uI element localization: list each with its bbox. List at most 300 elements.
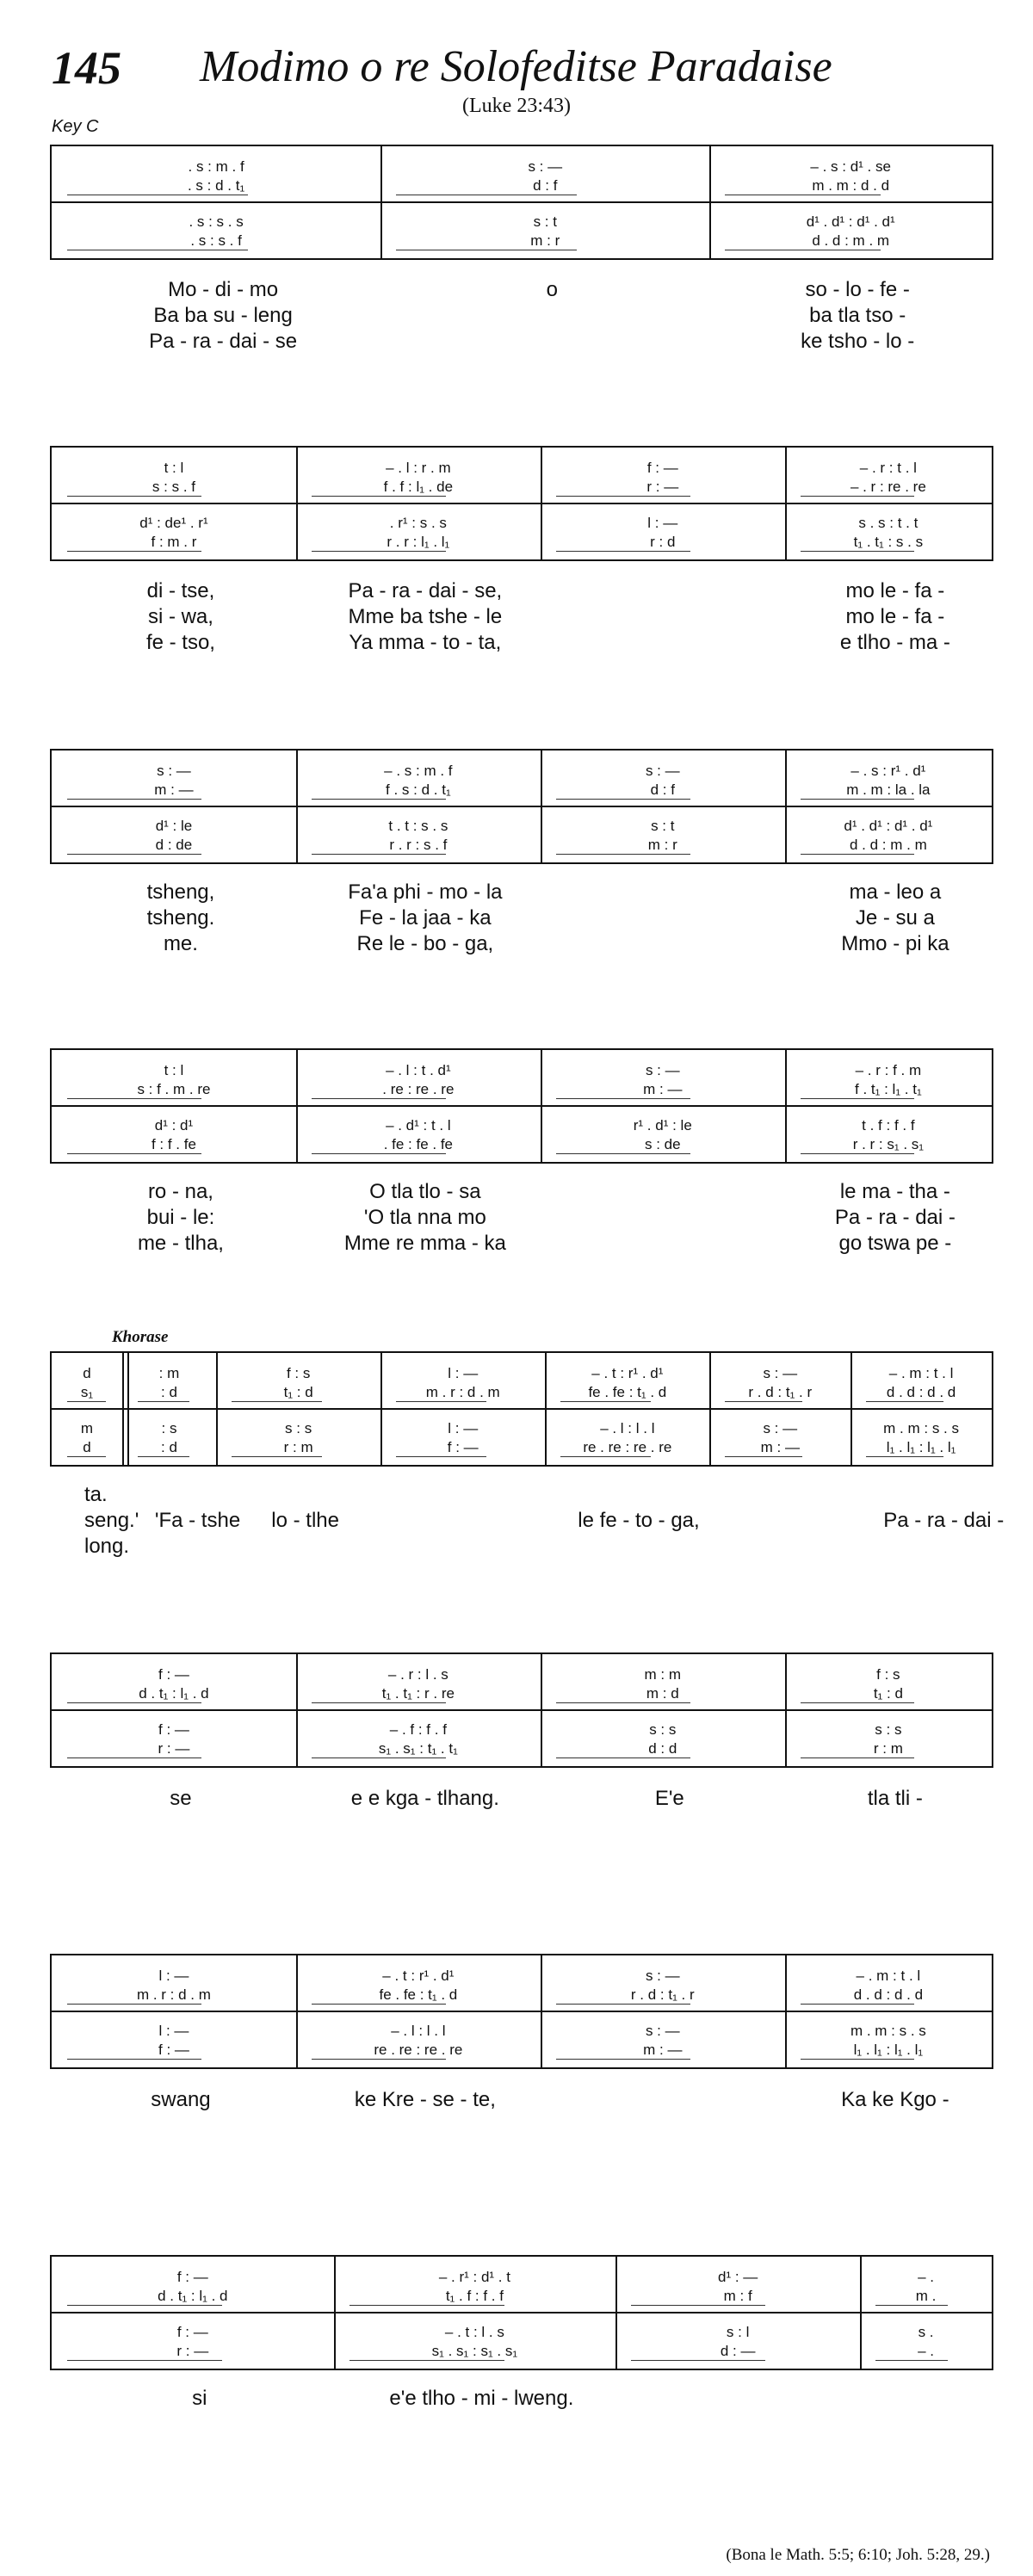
part-row [52,1382,992,1403]
measure-notes: m : m [644,1666,682,1683]
measure-notes: t . f : f . f [862,1117,915,1134]
lyric-segment: go tswa pe - [838,1232,952,1255]
lyric-line [50,578,990,604]
slur-line [312,2004,446,2005]
measure-notes: s₁ . s₁ : t₁ . t₁ [378,1740,458,1757]
measure-notes: d [83,1439,91,1455]
measure-notes: l₁ . l₁ : l₁ . l₁ [853,2042,924,2058]
measure-notes: f . f : l₁ . de [383,479,454,495]
slur-line [312,1757,446,1758]
scripture-reference: (Luke 23:43) [462,95,571,117]
measure-notes: f : — [158,1721,189,1738]
measure-notes: s : t [533,213,557,230]
measure-notes: – . l : l . l [600,1420,655,1436]
slur-line [801,496,914,497]
lyric-segment [893,2386,973,2412]
measure-notes: . s : s . f [190,232,242,249]
measure-notes: m . m : la . la [846,781,931,798]
part-row [52,1665,992,1685]
lyric-segment: Mme re mma - ka [343,1232,506,1255]
measure-notes: t . t : s . s [388,818,448,834]
slur-line [556,2059,690,2060]
lyric-segment [578,1534,690,1560]
staff-separator [52,503,992,504]
slur-line [67,799,201,800]
music-system [50,1351,993,1467]
lyric-line [50,1231,990,1257]
measure-notes: – . l : l . l [391,2023,446,2039]
measure-notes: d . d : m . m [849,837,927,853]
measure-notes: m . m : s . s [883,1420,959,1436]
lyric-segment: ke Kre - se - te, [354,2088,496,2111]
music-system [50,1048,993,1164]
slur-line [349,2360,504,2361]
lyric-segment [573,2087,766,2113]
lyric-segment [155,1482,197,1508]
lyric-segment: swang [151,2088,211,2111]
part-row [52,1060,992,1081]
measure-notes: m . r : d . m [136,1986,211,2003]
lyric-segment: ro - na, [147,1180,213,1203]
measure-notes: fe . fe : t₁ . d [588,1384,667,1400]
measure-notes: d : — [720,2343,756,2359]
slur-line [312,799,446,800]
lyric-segment: le fe - to - ga, [578,1509,700,1532]
measure-notes: m . r : d . m [425,1384,500,1400]
measure-notes: r . d : t₁ . r [630,1986,695,2003]
part-row [52,816,992,837]
slur-line [67,1153,201,1154]
measure-notes: – . f : f . f [389,1721,447,1738]
measure-notes: l : — [448,1365,479,1381]
measure-notes: s₁ [80,1384,94,1400]
music-system [50,2255,993,2370]
measure-notes: – . l : r . m [386,460,451,476]
lyric-segment: Pa - ra - dai - se, [348,579,503,602]
lyric-segment: di - tse, [146,579,215,602]
lyric-line [50,1786,990,1812]
slur-line [67,1401,106,1402]
music-system [50,1652,993,1768]
lyric-segment: Re le - bo - ga, [356,932,494,955]
part-row [52,2322,992,2343]
lyric-segment: so - lo - fe - [805,278,910,301]
lyric-segment [573,931,766,957]
measure-notes: f : — [176,2324,208,2340]
lyric-segment: Mme ba tshe - le [348,605,503,628]
measure-notes: f : — [447,1439,479,1455]
measure-notes: s : s [649,1721,677,1738]
lyric-segment: me - tlha, [137,1232,224,1255]
lyric-line [50,880,990,905]
slur-line [556,799,690,800]
lyric-segment: si [192,2387,207,2410]
hymn-title: Modimo o re Solofeditse Paradaise [200,42,832,91]
lyric-segment [573,880,766,905]
measure-notes: l₁ . l₁ : l₁ . l₁ [886,1439,956,1455]
measure-notes: d¹ : — [717,2269,758,2285]
slur-line [875,2360,948,2361]
measure-notes: d : de [155,837,193,853]
lyric-segment: e'e tlho - mi - lweng. [389,2387,574,2410]
measure-notes: re . re : re . re [374,2042,463,2058]
lyric-segment: tsheng. [146,906,215,930]
measure-notes: d : d [648,1740,677,1757]
measure-notes: – . t : r¹ . d¹ [382,1968,455,1984]
measure-notes: r : — [158,1740,190,1757]
slur-line [67,551,201,552]
measure-notes: d . d : m . m [812,232,890,249]
lyric-segment: tla tli - [867,1787,923,1810]
key-signature: Key C [52,117,99,136]
slur-line [556,1153,690,1154]
slur-line [556,1702,690,1703]
measure-notes: s : — [763,1420,798,1436]
lyric-segment [573,1231,766,1257]
measure-notes: t : l [164,460,184,476]
lyric-segment: bui - le: [146,1206,215,1229]
lyric-segment: 'O tla nna mo [363,1206,486,1229]
lyric-segment [883,1482,973,1508]
slur-line [631,2360,765,2361]
lyric-segment: ma - leo a [849,880,942,904]
part-row [52,1985,992,2005]
measure-notes: d . t₁ : l₁ . d [139,1685,209,1702]
measure-notes: t : l [164,1062,184,1078]
measure-notes: m : — [643,1081,683,1097]
measure-notes: s : de [644,1136,681,1152]
slur-line [396,1456,486,1457]
slur-line [67,1098,201,1099]
measure-notes: s : — [528,158,563,175]
lyric-segment: ba tla tso - [809,304,906,327]
measure-notes: d¹ . d¹ : d¹ . d¹ [806,213,895,230]
staff-separator [52,2011,992,2012]
lyric-segment: Ka ke Kgo - [841,2088,949,2111]
music-system [50,1954,993,2069]
measure-notes: . r¹ : s . s [389,515,447,531]
part-row [52,176,992,196]
measure-notes: t₁ . t₁ : s . s [853,534,924,550]
measure-notes: m : f [723,2288,752,2304]
chorus-label: Khorase [112,1328,169,1346]
lyric-line [50,604,990,630]
part-row [52,1966,992,1986]
measure-notes: – . r : re . re [850,479,926,495]
lyric-segment: o [546,278,558,301]
lyric-segment [155,1534,197,1560]
measure-notes: f : m . r [151,534,197,550]
slur-line [556,551,690,552]
part-row [52,1418,992,1439]
measure-notes: f : — [158,1666,189,1683]
lyric-segment [249,1482,362,1508]
measure-notes: s : — [645,1062,680,1078]
measure-notes: r¹ . d¹ : le [633,1117,692,1134]
staff-separator [52,806,992,807]
lyric-segment [648,2386,841,2412]
lyric-segment [413,1482,526,1508]
part-row [52,1115,992,1136]
measure-notes: . s : d . t₁ [187,177,245,194]
measure-notes: d . d : d . d [853,1986,924,2003]
lyric-segment: Mo - di - mo [168,278,279,301]
part-row [52,1683,992,1704]
lyric-segment: mo le - fa - [845,605,945,628]
part-row [52,1739,992,1759]
slur-line [312,854,446,855]
measure-notes: t₁ : d [873,1685,903,1702]
measure-notes: m : — [154,781,194,798]
music-system [50,446,993,561]
lyric-segment: E'e [654,1787,684,1810]
lyric-segment [742,1534,832,1560]
measure-notes: : m [158,1365,180,1381]
slur-line [801,2059,914,2060]
measure-notes: d¹ . d¹ : d¹ . d¹ [844,818,933,834]
lyric-segment [413,1534,526,1560]
measure-notes: r . r : l₁ . l₁ [387,534,450,550]
measure-notes: m : r [647,837,677,853]
part-row [52,458,992,479]
lyric-segment: e tlho - ma - [839,631,950,654]
slur-line [556,854,690,855]
measure-notes: s : s [875,1721,902,1738]
measure-notes: – . s : d¹ . se [810,158,891,175]
lyric-segment: Pa - ra - dai - [883,1509,1005,1532]
measure-notes: : d [161,1384,177,1400]
measure-notes: f : — [158,2042,189,2058]
slur-line [138,1456,189,1457]
measure-notes: r : — [646,479,679,495]
slur-line [232,1401,322,1402]
part-row [52,1079,992,1100]
measure-notes: – . m : t . l [888,1365,954,1381]
slur-line [631,2305,765,2306]
measure-notes: d . d : d . d [886,1384,956,1400]
part-row [52,532,992,553]
part-row [52,1437,992,1458]
lyric-segment: long. [84,1535,130,1558]
lyric-segment: seng.' [84,1509,139,1532]
measure-notes: l : — [448,1420,479,1436]
slur-line [801,1098,914,1099]
slur-line [801,2004,914,2005]
slur-line [312,2059,446,2060]
part-row [52,212,992,232]
measure-notes: . fe : fe . fe [383,1136,454,1152]
measure-notes: f : — [176,2269,208,2285]
measure-notes: – . l : t . d¹ [386,1062,451,1078]
hymn-number: 145 [52,42,121,94]
lyric-line [50,303,990,329]
measure-notes: – . s : r¹ . d¹ [851,763,926,779]
measure-notes: r . r : s . f [389,837,448,853]
measure-notes: r . d : t₁ . r [748,1384,813,1400]
slur-line [801,1702,914,1703]
slur-line [312,551,446,552]
part-row [52,2267,992,2288]
measure-notes: r . r : s₁ . s₁ [852,1136,925,1152]
measure-notes: m : d [646,1685,679,1702]
lyric-segment [413,303,690,329]
measure-notes: l : — [158,1968,189,1984]
music-system [50,749,993,864]
slur-line [312,496,446,497]
measure-notes: : d [161,1439,177,1455]
measure-notes: s : — [645,2023,680,2039]
measure-notes: – . r : l . s [387,1666,448,1683]
music-system [50,145,993,260]
measure-notes: fe . fe : t₁ . d [379,1986,458,2003]
lyric-segment: Fa'a phi - mo - la [348,880,503,904]
slur-line [138,1401,189,1402]
part-row [52,2286,992,2307]
lyric-segment: Fe - la jaa - ka [359,906,492,930]
measure-notes: – . m : t . l [856,1968,921,1984]
measure-notes: d¹ : de¹ . r¹ [139,515,208,531]
lyric-segment [573,630,766,656]
measure-notes: l : — [158,2023,189,2039]
measure-notes: f : — [646,460,678,476]
slur-line [801,551,914,552]
slur-line [560,1401,651,1402]
slur-line [312,1098,446,1099]
measure-notes: . s : s . s [189,213,244,230]
measure-notes: : s [161,1420,177,1436]
measure-notes: d [83,1365,91,1381]
lyric-segment: Mmo - pi ka [841,932,949,955]
measure-notes: – . [918,2269,934,2285]
measure-notes: – . t : r¹ . d¹ [591,1365,664,1381]
lyric-line [50,1508,1005,1534]
lyric-line [50,329,990,355]
lyric-line [50,931,990,957]
lyric-segment [573,578,766,604]
measure-notes: s : l [726,2324,750,2340]
slur-line [556,2004,690,2005]
lyric-segment: si - wa, [147,605,213,628]
lyric-segment [573,905,766,931]
slur-line [67,496,201,497]
measure-notes: t₁ . t₁ : r . re [381,1685,455,1702]
measure-notes: s . s : t . t [858,515,919,531]
lyric-line [50,1205,990,1231]
measure-notes: f . s : d . t₁ [386,781,451,798]
measure-notes: f : s [286,1365,311,1381]
slur-line [866,1401,943,1402]
slur-line [556,496,690,497]
measure-notes: s : — [157,763,191,779]
measure-notes: m . m : s . s [850,2023,926,2039]
measure-notes: d : f [533,177,558,194]
lyric-line [50,277,990,303]
lyric-segment: le ma - tha - [839,1180,950,1203]
lyric-segment [249,1534,362,1560]
part-row [52,1363,992,1384]
slur-line [875,2305,948,2306]
measure-notes: d . t₁ : l₁ . d [158,2288,228,2304]
lyric-segment: ta. [84,1483,108,1506]
lyric-segment: fe - tso, [145,631,215,654]
measure-notes: m : r [530,232,560,249]
lyric-segment: Ya mma - to - ta, [349,631,502,654]
slur-line [725,1456,802,1457]
measure-notes: . s : m . f [188,158,244,175]
staff-separator [52,1709,992,1711]
slur-line [801,1757,914,1758]
measure-notes: m [80,1420,94,1436]
lyric-line [50,630,990,656]
measure-notes: r : — [176,2343,209,2359]
lyric-segment [578,1482,690,1508]
measure-notes: s . [918,2324,934,2340]
part-row [52,513,992,534]
lyric-line [50,905,990,931]
lyric-line [50,1482,990,1508]
part-row [52,780,992,800]
measure-notes: s : s [285,1420,312,1436]
measure-notes: . re : re . re [382,1081,455,1097]
part-row [52,2341,992,2362]
lyric-segment: Pa - ra - dai - se [149,330,298,353]
measure-notes: s : t [651,818,675,834]
lyric-segment: lo - tlhe [271,1509,339,1532]
staff-separator [52,1105,992,1107]
measure-notes: s : f . m . re [137,1081,211,1097]
lyric-segment [413,1508,526,1534]
lyric-line [50,2087,990,2113]
measure-notes: s : — [763,1365,798,1381]
measure-notes: r : m [283,1439,313,1455]
part-row [52,2040,992,2060]
measure-notes: t₁ : d [283,1384,313,1400]
part-row [52,2021,992,2042]
measure-notes: s₁ . s₁ : s₁ . s₁ [431,2343,518,2359]
lyric-segment: ke tsho - lo - [801,330,915,353]
measure-notes: l : — [647,515,678,531]
slur-line [67,2004,201,2005]
slur-line [232,1456,322,1457]
measure-notes: f : f . fe [151,1136,196,1152]
measure-notes: re . re : re . re [583,1439,672,1455]
measure-notes: f . t₁ : l₁ . t₁ [855,1081,922,1097]
slur-line [396,1401,486,1402]
lyric-segment: Ba ba su - leng [153,304,293,327]
lyric-line [50,2386,990,2412]
slur-line [801,1153,914,1154]
measure-notes: m : — [643,2042,683,2058]
measure-notes: t₁ . f : f . f [445,2288,504,2304]
lyric-segment: se [170,1787,192,1810]
part-row [52,1134,992,1155]
staff-separator [52,201,992,203]
slur-line [67,1456,106,1457]
measure-notes: s : — [645,1968,680,1984]
slur-line [312,1153,446,1154]
slur-line [67,854,201,855]
lyric-segment: O tla tlo - sa [369,1180,481,1203]
measure-notes: f : s [876,1666,900,1683]
slur-line [67,2360,222,2361]
lyric-segment [573,604,766,630]
lyric-segment: tsheng, [146,880,215,904]
measure-notes: r : m [873,1740,903,1757]
part-row [52,231,992,251]
measure-notes: d¹ : le [155,818,193,834]
measure-notes: – . t : l . s [444,2324,504,2340]
lyric-segment [742,1482,832,1508]
